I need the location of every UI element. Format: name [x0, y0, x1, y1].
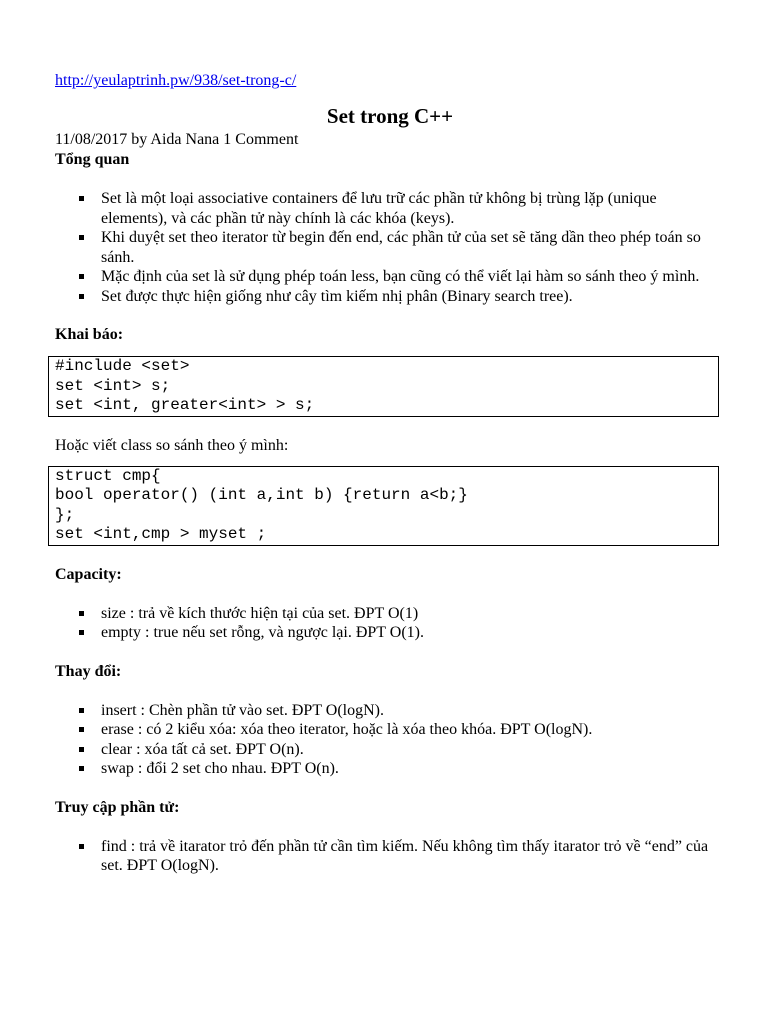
- list-item: [55, 287, 725, 307]
- modifiers-heading: Thay đổi:: [55, 662, 122, 680]
- list-item-text: Set là một loại associative containers để lưu trữ các phần tử không bị trùng lặp (unique elements), và các phần tử này chính là các khóa (keys).: [101, 190, 657, 227]
- post-meta: 11/08/2017 by Aida Nana 1 Comment: [55, 131, 299, 148]
- bullet-icon: [79, 611, 84, 616]
- list-item: [55, 759, 725, 779]
- bullet-icon: [79, 708, 84, 713]
- list-item: [55, 701, 725, 721]
- list-item-text: Mặc định của set là sử dụng phép toán less, bạn cũng có thể viết lại hàm so sánh theo ý mình.: [101, 268, 700, 285]
- bullet-icon: [79, 235, 84, 240]
- overview-heading: Tổng quan: [55, 151, 130, 168]
- custom-compare-code-block: [48, 466, 719, 546]
- list-item: [55, 720, 725, 740]
- list-item: [55, 623, 725, 643]
- code-line: bool operator() (int a,int b) {return a<b;}: [55, 486, 468, 504]
- bullet-icon: [79, 196, 84, 201]
- custom-compare-text: Hoặc viết class so sánh theo ý mình:: [55, 436, 289, 454]
- list-item: [55, 740, 725, 760]
- page-title: Set trong C++: [326, 104, 454, 128]
- bullet-icon: [79, 274, 84, 279]
- capacity-heading: Capacity:: [55, 565, 122, 583]
- code-line: };: [55, 505, 75, 524]
- list-item: [55, 837, 725, 876]
- list-item-text: find : trả về itarator trỏ đến phần tử cần tìm kiếm. Nếu không tìm thấy itarator trỏ về “end” của set. ĐPT O(logN).: [101, 837, 709, 874]
- list-item-text: Khi duyệt set theo iterator từ begin đến end, các phần tử của set sẽ tăng dần theo phép toán so sánh.: [101, 229, 701, 266]
- code-line: set <int,cmp > myset ;: [55, 525, 267, 543]
- modifiers-list: [55, 701, 725, 779]
- bullet-icon: [79, 766, 84, 771]
- source-link[interactable]: http://yeulaptrinh.pw/938/set-trong-c/: [55, 72, 297, 89]
- access-heading: Truy cập phần tử:: [55, 798, 180, 816]
- bullet-icon: [79, 630, 84, 635]
- bullet-icon: [79, 747, 84, 752]
- list-item-text: Set được thực hiện giống như cây tìm kiếm nhị phân (Binary search tree).: [101, 287, 573, 305]
- code-line: struct cmp{: [55, 466, 161, 485]
- list-item: [55, 267, 725, 287]
- list-item-text: insert : Chèn phần tử vào set. ĐPT O(logN).: [101, 701, 385, 719]
- code-line: set <int, greater<int> > s;: [55, 396, 315, 414]
- list-item-text: size : trả về kích thước hiện tại của set. ĐPT O(1): [101, 604, 419, 622]
- list-item-text: empty : true nếu set rỗng, và ngược lại. ĐPT O(1).: [101, 624, 424, 641]
- bullet-icon: [79, 294, 84, 299]
- access-list: [55, 837, 725, 876]
- declaration-heading: Khai báo:: [55, 326, 124, 343]
- list-item-text: clear : xóa tất cả set. ĐPT O(n).: [101, 740, 304, 758]
- declaration-code-block: [48, 356, 719, 417]
- list-item: [55, 189, 725, 228]
- document-page: [55, 71, 725, 876]
- list-item: [55, 604, 725, 624]
- bullet-icon: [79, 844, 84, 849]
- list-item: [55, 228, 725, 267]
- code-line: #include <set>: [55, 357, 190, 375]
- list-item-text: erase : có 2 kiểu xóa: xóa theo iterator, hoặc là xóa theo khóa. ĐPT O(logN).: [101, 721, 593, 738]
- list-item-text: swap : đổi 2 set cho nhau. ĐPT O(n).: [101, 760, 339, 777]
- bullet-icon: [79, 727, 84, 732]
- code-line: set <int> s;: [55, 376, 171, 395]
- overview-list: [55, 189, 725, 306]
- capacity-list: [55, 604, 725, 643]
